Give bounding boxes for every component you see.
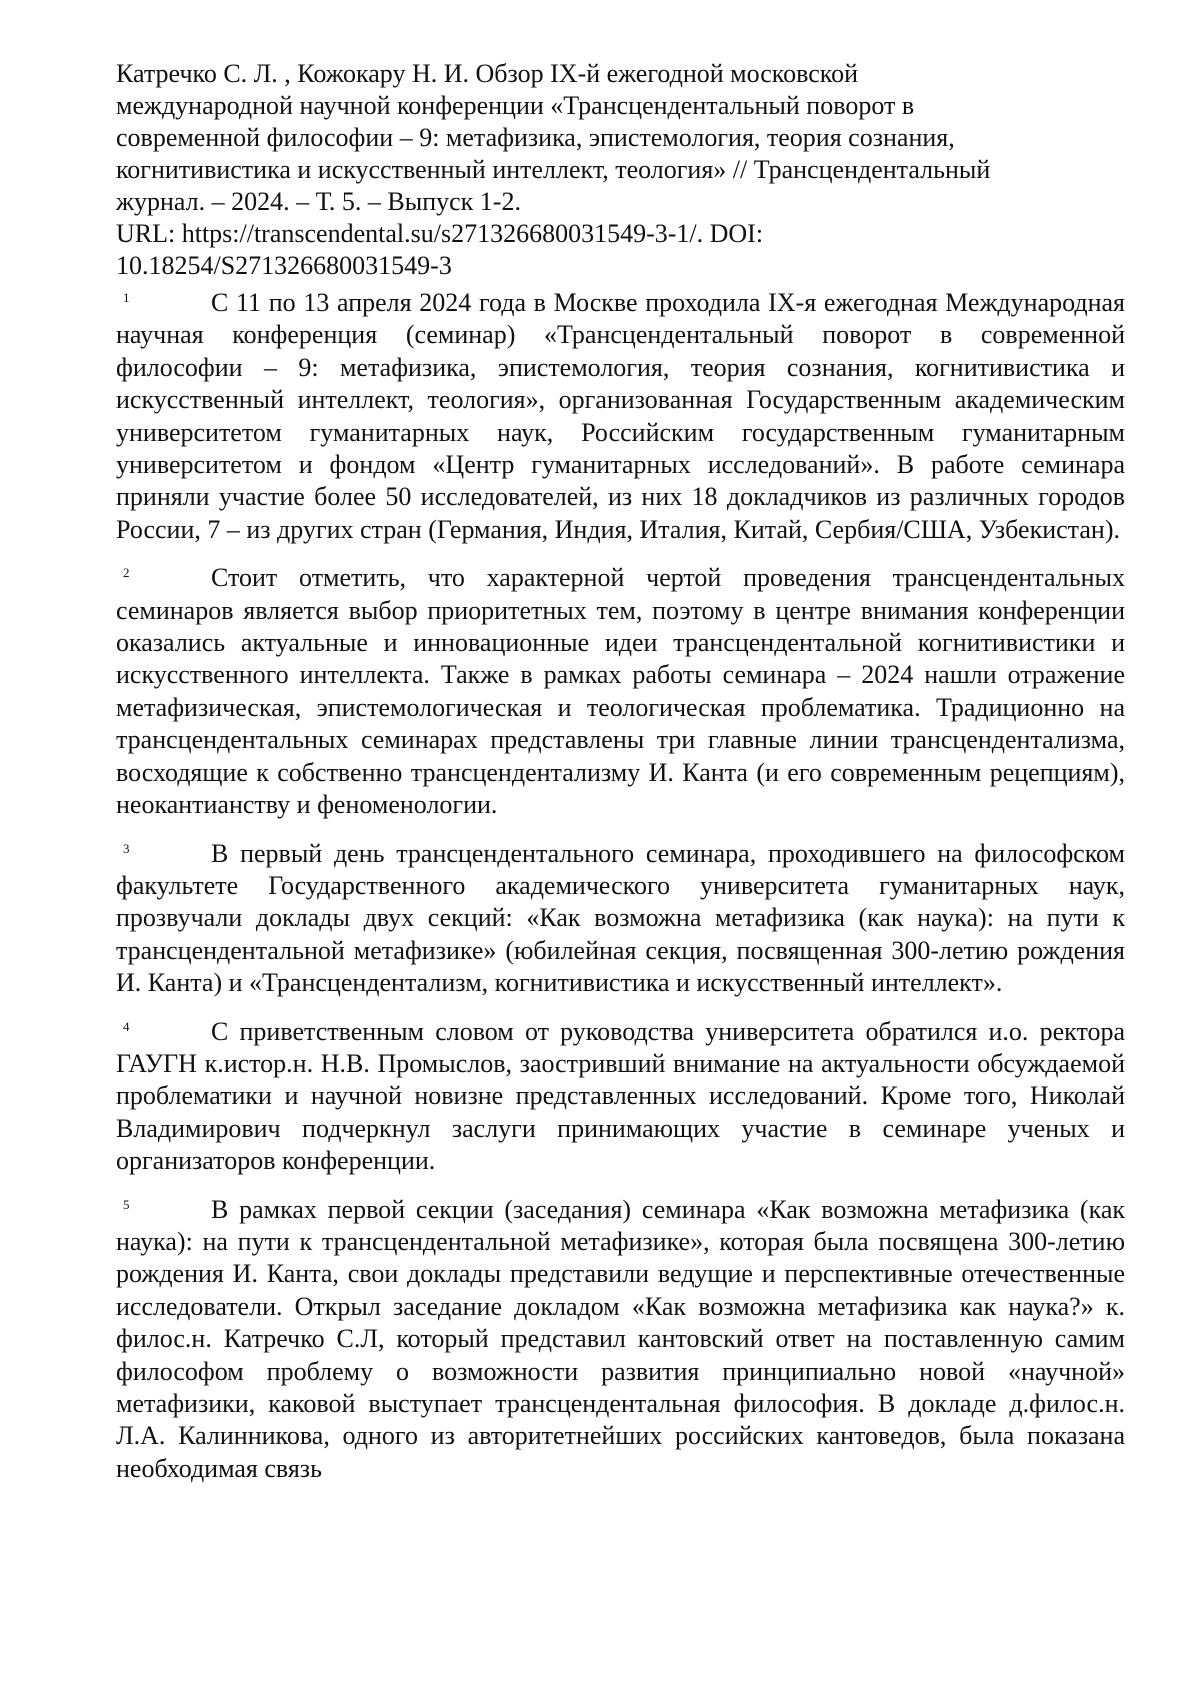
- paragraph-number: 2: [123, 566, 130, 580]
- paragraph-number: 3: [123, 842, 130, 856]
- paragraph-text: В первый день трансцендентального семинара, проходившего на философском факультете Государственного академического университета гуманитарных наук, прозвучали доклады двух секций: «Как возможна метафизика (как наука): на пути к трансцендентальной метафизике» (юбилейная секция, посвященная 300-летию рождения И. Канта) и «Трансцендентализм, когнитивистика и искусственный интеллект».: [116, 838, 1125, 1000]
- bibliographic-citation: [116, 58, 1096, 282]
- paragraph-text: С приветственным словом от руководства университета обратился и.о. ректора ГАУГН к.истор.н. Н.В. Промыслов, заостривший внимание на актуальности обсуждаемой проблематики и научной новизне представленных исследований. Кроме того, Николай Владимирович подчеркнул заслуги принимающих участие в семинаре ученых и организаторов конференции.: [116, 1016, 1125, 1178]
- paragraph-text: В рамках первой секции (заседания) семинара «Как возможна метафизика (как наука): на пути к трансцендентальной метафизике», которая была посвящена 300-летию рождения И. Канта, свои доклады представили ведущие и перспективные отечественные исследователи. Открыл заседание докладом «Как возможна метафизика как наука?» к. филос.н. Катречко С.Л, который представил кантовский ответ на поставленную самим философом проблему о возможности развития принципиально новой «научной» метафизики, каковой выступает трансцендентальная философия. В докладе д.филос.н. Л.А. Калинникова, одного из авторитетнейших российских кантоведов, была показана необходимая связь: [116, 1194, 1125, 1486]
- citation-line: Катречко С. Л. , Кожокару Н. И. Обзор IX-й ежегодной московской: [116, 58, 1096, 90]
- paragraph-text: Стоит отметить, что характерной чертой проведения трансцендентальных семинаров является выбор приоритетных тем, поэтому в центре внимания конференции оказались актуальные и инновационные идеи трансцендентальной когнитивистики и искусственного интеллекта. Также в рамках работы семинара – 2024 нашли отражение метафизическая, эпистемологическая и теологическая проблематика. Традиционно на трансцендентальных семинарах представлены три главные линии трансцендентализма, восходящие к собственно трансцендентализму И. Канта (и его современным рецепциям), неокантианству и феноменологии.: [116, 562, 1125, 821]
- citation-line: современной философии – 9: метафизика, эпистемология, теория сознания,: [116, 122, 1096, 154]
- citation-line: когнитивистика и искусственный интеллект, теология» // Трансцендентальный: [116, 154, 1096, 186]
- paragraph-2: [116, 562, 1125, 821]
- paragraph-number: 1: [123, 291, 130, 305]
- paragraph-5: [116, 1194, 1125, 1486]
- paragraph-number: 5: [123, 1198, 130, 1212]
- citation-line: журнал. – 2024. – Т. 5. – Выпуск 1-2.: [116, 186, 1096, 218]
- citation-url-line: URL: https://transcendental.su/s271326680031549-3-1/. DOI:: [116, 218, 1096, 250]
- citation-line: международной научной конференции «Трансцендентальный поворот в: [116, 90, 1096, 122]
- paragraph-number: 4: [123, 1020, 130, 1034]
- paragraph-4: [116, 1016, 1125, 1178]
- paragraph-1: [116, 287, 1125, 546]
- citation-doi-line: 10.18254/S271326680031549-3: [116, 250, 1096, 282]
- document-page: [0, 0, 1200, 1698]
- paragraph-text: С 11 по 13 апреля 2024 года в Москве проходила IX-я ежегодная Международная научная конференция (семинар) «Трансцендентальный поворот в современной философии – 9: метафизика, эпистемология, теория сознания, когнитивистика и искусственный интеллект, теология», организованная Государственным академическим университетом гуманитарных наук, Российским государственным гуманитарным университетом и фондом «Центр гуманитарных исследований». В работе семинара приняли участие более 50 исследователей, из них 18 докладчиков из различных городов России, 7 – из других стран (Германия, Индия, Италия, Китай, Сербия/США, Узбекистан).: [116, 287, 1125, 546]
- paragraph-3: [116, 838, 1125, 1000]
